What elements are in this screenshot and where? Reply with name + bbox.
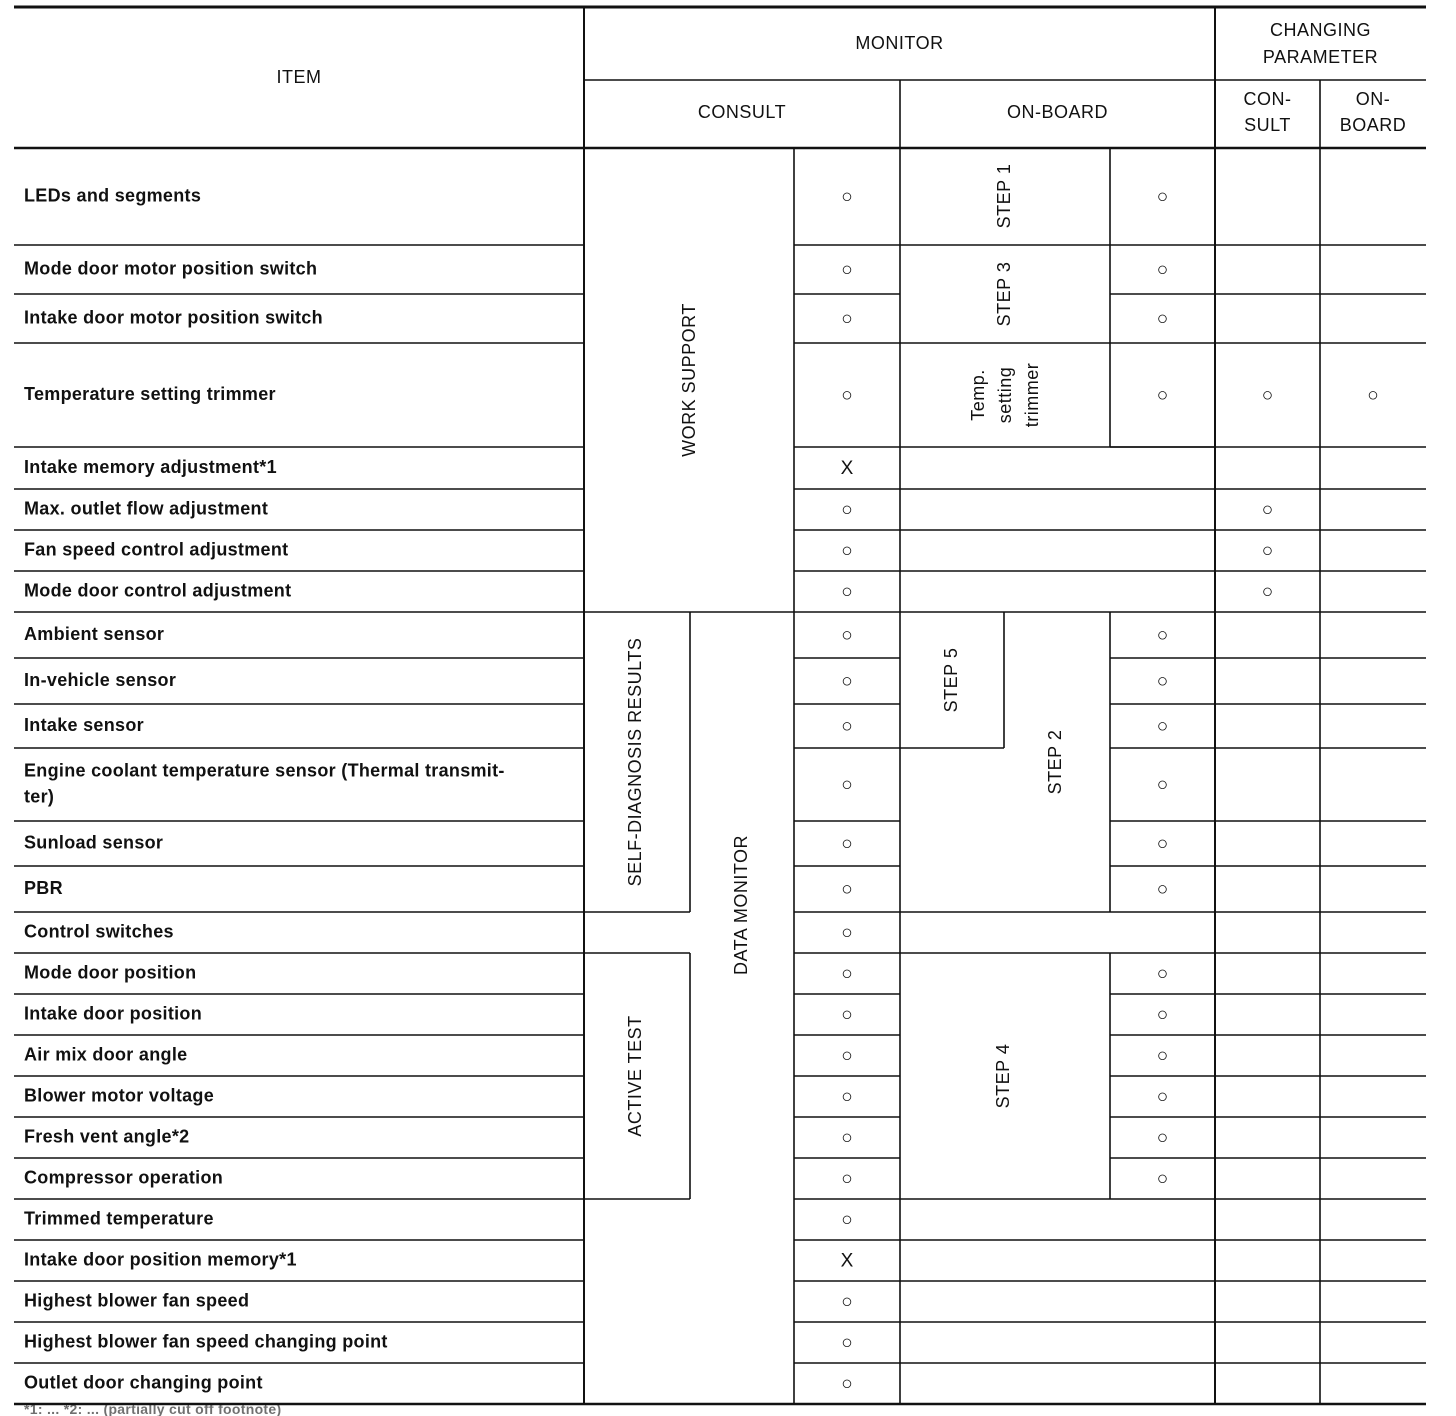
group-temp-trimmer-line2: setting	[994, 366, 1015, 424]
header-on-board: ON-BOARD	[1006, 101, 1109, 122]
onboard-mark: ○	[1156, 1086, 1169, 1108]
group-temp-trimmer-line3: trimmer	[1021, 362, 1042, 428]
header-item: ITEM	[276, 66, 322, 87]
group-data-monitor: DATA MONITOR	[730, 834, 751, 976]
row-label: Highest blower fan speed changing point	[24, 1331, 388, 1352]
consult-mark: ○	[841, 963, 853, 985]
group-temp-trimmer-line1: Temp.	[967, 369, 988, 421]
row-label: Sunload sensor	[24, 832, 164, 853]
onboard-mark: ○	[1156, 879, 1169, 901]
row-label: In-vehicle sensor	[24, 669, 177, 690]
row-label: Temperature setting trimmer	[24, 383, 276, 404]
row-label: Outlet door changing point	[24, 1372, 263, 1393]
header-monitor: MONITOR	[855, 32, 944, 53]
consult-mark: ○	[841, 581, 853, 603]
onboard-mark: ○	[1156, 774, 1169, 796]
consult-mark: ○	[841, 385, 853, 407]
onboard-mark: ○	[1156, 1127, 1169, 1149]
onboard-mark: ○	[1156, 186, 1169, 208]
changing-onboard-mark: ○	[1367, 385, 1379, 407]
consult-mark: ○	[841, 1086, 853, 1108]
consult-mark: ○	[841, 1209, 853, 1231]
consult-mark: ○	[841, 540, 853, 562]
row-label: Mode door position	[24, 962, 197, 983]
row-label: Engine coolant temperature sensor (Thermal transmit-	[24, 760, 505, 781]
row-label: Intake door motor position switch	[24, 307, 323, 328]
group-self-diagnosis: SELF-DIAGNOSIS RESULTS	[624, 637, 645, 887]
consult-mark: ○	[841, 716, 853, 738]
onboard-mark: ○	[1156, 671, 1169, 693]
onboard-mark: ○	[1156, 1045, 1169, 1067]
changing-consult-mark: ○	[1261, 385, 1274, 407]
group-step3: STEP 3	[993, 261, 1014, 327]
header-changing-line2: PARAMETER	[1262, 46, 1379, 67]
group-step4: STEP 4	[992, 1043, 1013, 1109]
onboard-mark: ○	[1156, 716, 1169, 738]
header-con-sult-line2: SULT	[1244, 114, 1291, 135]
row-label: Mode door control adjustment	[24, 580, 292, 601]
row-label: PBR	[24, 877, 63, 898]
consult-mark: ○	[841, 774, 853, 796]
row-label: Ambient sensor	[24, 623, 165, 644]
row-label: Trimmed temperature	[24, 1208, 214, 1229]
row-label: Blower motor voltage	[24, 1085, 215, 1106]
consult-mark: ○	[841, 1004, 853, 1026]
group-work-support: WORK SUPPORT	[678, 303, 699, 457]
footnote-cutoff: *1: ... *2: ... (partially cut off footnote)	[24, 1401, 282, 1416]
header-consult: CONSULT	[697, 101, 787, 122]
row-label: Mode door motor position switch	[24, 258, 318, 279]
onboard-mark: ○	[1156, 308, 1169, 330]
onboard-mark: ○	[1156, 259, 1169, 281]
header-on-board-line1: ON-	[1355, 88, 1391, 109]
consult-mark: ○	[841, 308, 853, 330]
onboard-mark: ○	[1156, 625, 1169, 647]
header-on-board-line2: BOARD	[1339, 114, 1407, 135]
row-label: Fan speed control adjustment	[24, 539, 289, 560]
row-label: Intake sensor	[24, 714, 144, 735]
consult-mark: ○	[841, 833, 853, 855]
onboard-mark: ○	[1156, 833, 1169, 855]
group-active-test: ACTIVE TEST	[624, 1015, 645, 1137]
row-label: Max. outlet flow adjustment	[24, 498, 269, 519]
row-label: Compressor operation	[24, 1167, 224, 1188]
consult-mark: ○	[841, 1127, 853, 1149]
consult-mark: ○	[841, 499, 853, 521]
consult-mark: X	[840, 458, 854, 480]
onboard-mark: ○	[1156, 963, 1169, 985]
consult-mark: ○	[841, 625, 853, 647]
onboard-mark: ○	[1156, 1168, 1169, 1190]
row-label: LEDs and segments	[24, 185, 202, 206]
group-step1: STEP 1	[993, 163, 1014, 229]
consult-mark: ○	[841, 259, 853, 281]
header-changing-line1: CHANGING	[1269, 19, 1372, 40]
onboard-mark: ○	[1156, 1004, 1169, 1026]
row-label: ter)	[24, 786, 55, 807]
row-label: Highest blower fan speed	[24, 1290, 250, 1311]
consult-mark: ○	[841, 1332, 853, 1354]
changing-consult-mark: ○	[1261, 499, 1274, 521]
row-label: Fresh vent angle*2	[24, 1126, 190, 1147]
changing-consult-mark: ○	[1261, 581, 1274, 603]
header-con-sult-line1: CON-	[1243, 88, 1292, 109]
group-step2: STEP 2	[1044, 729, 1065, 795]
row-label: Intake memory adjustment*1	[24, 456, 277, 477]
consult-mark: X	[840, 1250, 854, 1272]
consult-mark: ○	[841, 1045, 853, 1067]
consult-mark: ○	[841, 922, 853, 944]
row-label: Intake door position memory*1	[24, 1249, 297, 1270]
consult-mark: ○	[841, 186, 853, 208]
consult-mark: ○	[841, 879, 853, 901]
row-label: Control switches	[24, 921, 174, 942]
onboard-mark: ○	[1156, 385, 1169, 407]
group-step5: STEP 5	[940, 647, 961, 713]
table-cells	[24, 20, 1406, 1416]
row-label: Intake door position	[24, 1003, 203, 1024]
row-label: Air mix door angle	[24, 1044, 188, 1065]
table-grid	[14, 7, 1426, 1404]
consult-mark: ○	[841, 1373, 853, 1395]
changing-consult-mark: ○	[1261, 540, 1274, 562]
consult-mark: ○	[841, 1291, 853, 1313]
consult-mark: ○	[841, 1168, 853, 1190]
consult-mark: ○	[841, 671, 853, 693]
